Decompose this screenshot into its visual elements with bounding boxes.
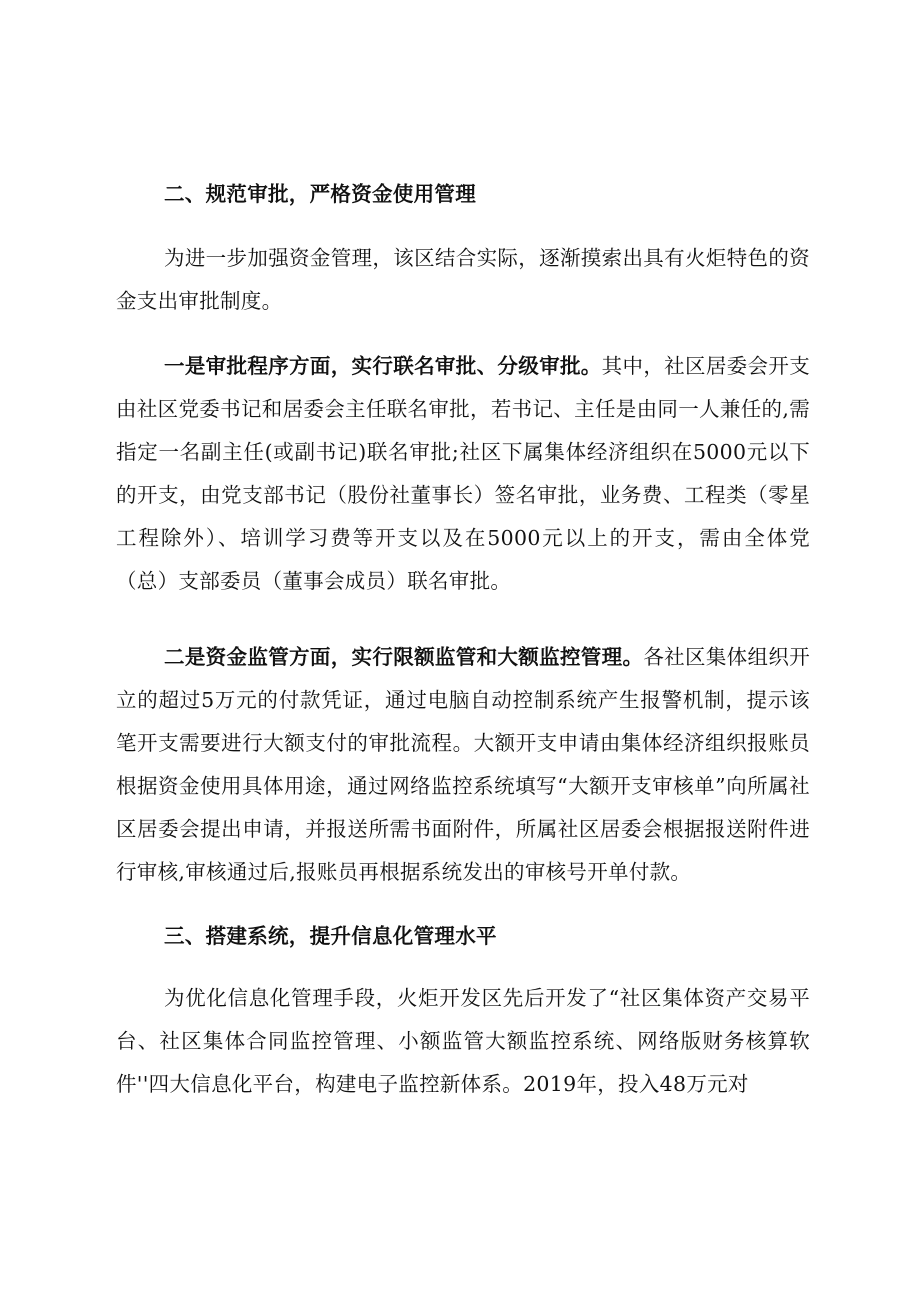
point-1-body: 其中，社区居委会开支由社区党委书记和居委会主任联名审批，若书记、主任是由同一人兼任的,需指定一名副主任(或副书记)联名审批;社区下属集体经济组织在5000元以下的开支，由党支部书记（股份社董事长）签名审批，业务费、工程类（零星工程除外）、培训学习费等开支以及在5000元以上的开支，需由全体党（总）支部委员（董事会成员）联名审批。: [116, 354, 810, 593]
point-2-body: 各社区集体组织开立的超过5万元的付款凭证，通过电脑自动控制系统产生报警机制，提示该笔开支需要进行大额支付的审批流程。大额开支申请由集体经济组织报账员根据资金使用具体用途，通过网络监控系统填写“大额开支审核单”向所属社区居委会提出申请，并报送所需书面附件，所属社区居委会根据报送附件进行审核,审核通过后,报账员再根据系统发出的审核号开单付款。: [116, 645, 810, 884]
section-heading-3: 三、搭建系统，提升信息化管理水平: [164, 924, 497, 948]
section-heading-2: 二、规范审批，严格资金使用管理: [164, 182, 476, 206]
section-2-point-1-paragraph: [116, 345, 810, 603]
section-2-point-2-paragraph: [116, 636, 810, 894]
section-3-intro-paragraph: 为优化信息化管理手段，火炬开发区先后开发了“社区集体资产交易平台、社区集体合同监控管理、小额监管大额监控系统、网络版财务核算软件''四大信息化平台，构建电子监控新体系。2019年，投入48万元对: [116, 986, 810, 1096]
point-2-lead: 二是资金监管方面，实行限额监管和大额监控管理。: [164, 645, 644, 669]
section-2-intro-paragraph: 为进一步加强资金管理，该区结合实际，逐渐摸索出具有火炬特色的资金支出审批制度。: [116, 246, 810, 313]
point-1-lead: 一是审批程序方面，实行联名审批、分级审批。: [164, 354, 602, 378]
